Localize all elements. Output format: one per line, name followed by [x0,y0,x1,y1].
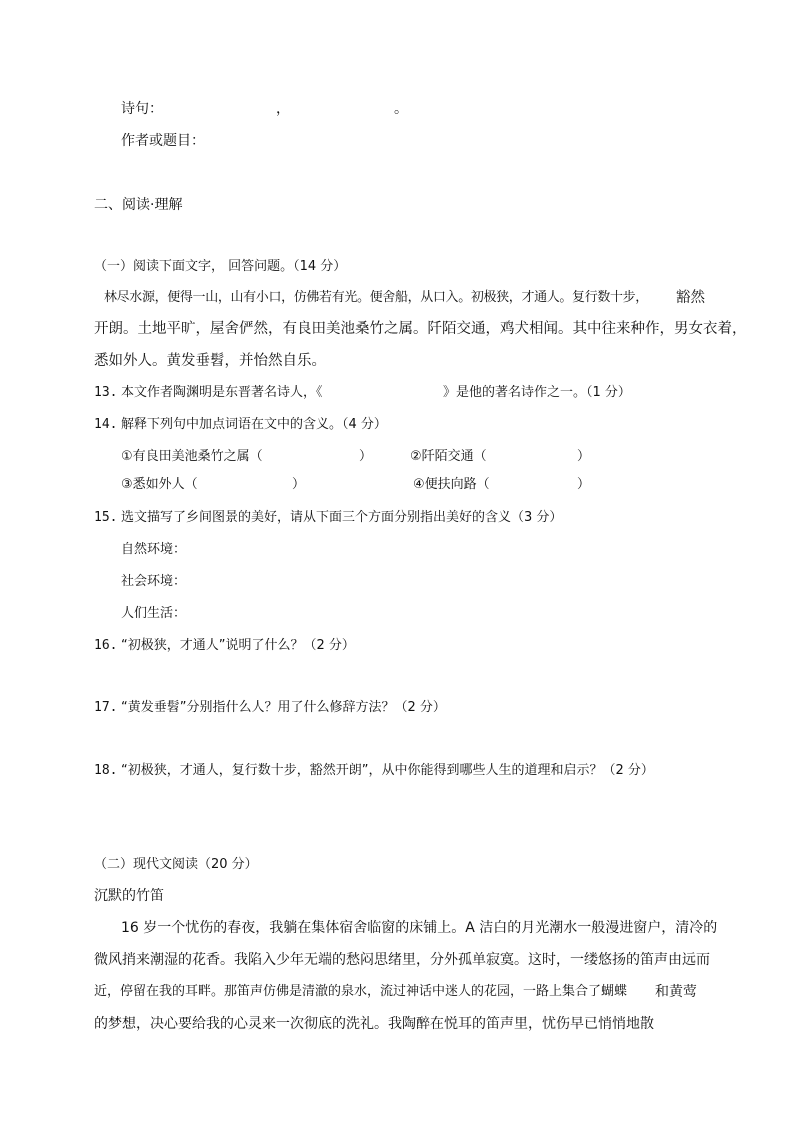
q15-text: 选文描写了乡间图景的美好，请从下面三个方面分别指出美好的含义（3 分） [121,510,563,525]
q14-text: 解释下列句中加点词语在文中的含义。（4 分） [121,417,387,432]
q16-text: “初极狭，才通人”说明了什么？（2 分） [121,638,355,653]
passage-line-3: 悉如外人。黄发垂髫，并怡然自乐。 [94,353,326,369]
story-title: 沉默的竹笛 [94,888,164,904]
q14-item-4-close: ） [577,477,591,492]
story-line-2: 微风捎来潮湿的花香。我陷入少年无端的愁闷思绪里，分外孤单寂寞。这时，一缕悠扬的笛声由远而 [94,952,710,968]
q14-item-3: ③悉如外人（ [121,477,198,492]
q14-item-3-close: ） [292,477,306,492]
q14-item-1-close: ） [359,449,373,464]
story-line-3: 近，停留在我的耳畔。那笛声仿佛是清澈的泉水，流过神话中迷人的花园，一路上集合了蝴蝶 [94,984,628,999]
q16-number: 16. [94,638,118,653]
section-title: 二、阅读·理解 [94,197,183,213]
part2-heading: （二）现代文阅读（20 分） [94,857,258,872]
q14-item-2-close: ） [577,449,591,464]
passage-line-1-end: 豁然 [676,290,705,306]
part1-heading: （一）阅读下面文字， 回答问题。（14 分） [94,259,347,274]
poem-comma: ， [276,101,290,117]
passage-line-1: 林尽水源，便得一山，山有小口，仿佛若有光。便舍船，从口入。初极狭，才通人。复行数十步， [104,290,648,305]
q17-number: 17. [94,700,118,715]
q15-number: 15. [94,510,118,525]
q18-text: “初极狭，才通人，复行数十步，豁然开朗”，从中你能得到哪些人生的道理和启示？（2 分） [121,763,654,778]
q13-text-post: 》是他的著名诗作之一。（1 分） [443,385,631,400]
q13-number: 13. [94,385,118,400]
q15-aspect-life: 人们生活： [121,606,187,621]
q14-item-2: ②阡陌交通（ [410,449,487,464]
story-line-4: 的梦想，决心要给我的心灵来一次彻底的洗礼。我陶醉在悦耳的笛声里，忧伤早已悄悄地散 [94,1016,654,1032]
q15-aspect-society: 社会环境： [121,574,187,589]
q15-aspect-nature: 自然环境： [121,542,187,557]
story-line-3-end: 和黄莺 [655,984,697,1000]
poem-label: 诗句： [121,101,163,117]
poem-period: 。 [394,101,408,117]
q14-number: 14. [94,417,118,432]
q14-item-1: ①有良田美池桑竹之属（ [121,449,263,464]
q13-text-pre: 本文作者陶渊明是东晋著名诗人，《 [121,385,323,400]
q17-text: “黄发垂髫”分别指什么人？用了什么修辞方法？（2 分） [121,700,446,715]
q14-item-4: ④便扶向路（ [413,477,490,492]
author-label: 作者或题目： [121,133,205,149]
q18-number: 18. [94,763,118,778]
story-line-1: 16 岁一个忧伤的春夜，我躺在集体宿舍临窗的床铺上。A 洁白的月光潮水一般漫进窗户，清冷的 [121,920,718,936]
passage-line-2: 开朗。土地平旷，屋舍俨然，有良田美池桑竹之属。阡陌交通，鸡犬相闻。其中往来种作，男女衣着， [94,321,747,337]
